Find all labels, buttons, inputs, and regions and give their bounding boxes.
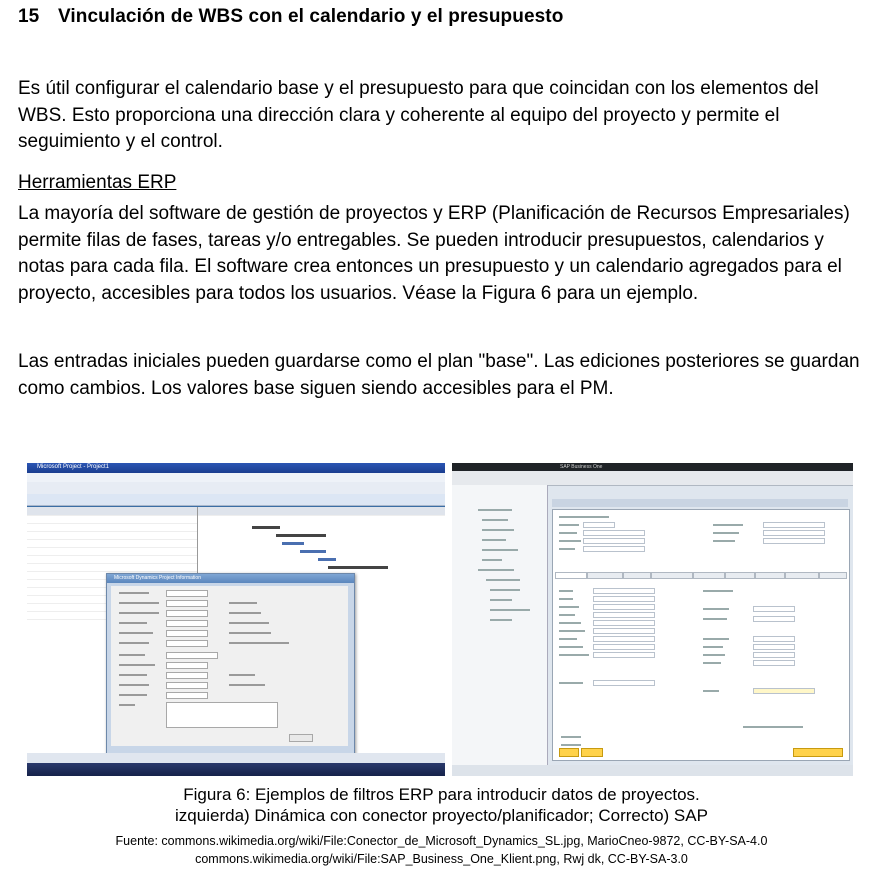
figure-caption-line-1: Figura 6: Ejemplos de filtros ERP para introducir datos de proyectos.	[183, 785, 700, 804]
sap-toolbar	[452, 471, 853, 486]
ms-project-dialog-title: Microsoft Dynamics Project Information	[114, 575, 201, 581]
ms-project-screenshot	[27, 463, 445, 776]
ms-project-status-bar	[27, 753, 445, 763]
sap-window-title: SAP Business One	[560, 464, 603, 470]
figure-source-line-2: commons.wikimedia.org/wiki/File:SAP_Business_One_Klient.png, Rwj dk, CC-BY-SA-3.0	[195, 852, 688, 866]
baseline-paragraph: Las entradas iniciales pueden guardarse como el plan "base". Las ediciones posteriores se guardan como cambios. Los valores base siguen siendo accesibles para el PM.	[18, 351, 860, 399]
sap-business-partner-form	[552, 509, 850, 761]
ms-project-connector-toolbar	[27, 494, 445, 506]
figure-source-line-1: Fuente: commons.wikimedia.org/wiki/File:Conector_de_Microsoft_Dynamics_SL.jpg, MarioCneo-9872, CC-BY-SA-4.0	[115, 834, 768, 848]
ms-project-window-title: Microsoft Project - Project1	[37, 464, 110, 470]
sap-screenshot	[452, 463, 853, 776]
dialog-body	[111, 586, 348, 746]
section-title: Vinculación de WBS con el calendario y el presupuesto	[58, 6, 564, 27]
erp-tools-paragraph: La mayoría del software de gestión de proyectos y ERP (Planificación de Recursos Empresariales) permite filas de fases, tareas y/o entregables. Se pueden introducir presupuestos, calendarios y notas para cada fila. El software crea entonces un presupuesto y un calendario agregados para el proyecto, accesibles para todos los usuarios. Véase la Figura 6 para un ejemplo.	[18, 203, 850, 304]
sap-info-bar	[552, 499, 848, 507]
sap-status-bar	[452, 765, 853, 776]
figure-caption-line-2: izquierda) Dinámica con conector proyecto/planificador; Correcto) SAP	[175, 806, 708, 825]
ms-project-title-bar	[27, 463, 445, 473]
dynamics-project-info-dialog	[106, 573, 355, 755]
section-heading	[18, 6, 563, 28]
section-number: 15	[18, 6, 40, 27]
sap-navigation-sidebar	[452, 485, 548, 771]
intro-paragraph: Es útil configurar el calendario base y el presupuesto para que coincidan con los elementos del WBS. Esto proporciona una dirección clara y coherente al equipo del proyecto y permite el seguimiento y el control.	[18, 78, 819, 153]
sap-menu-bar	[452, 463, 853, 471]
windows-taskbar	[27, 763, 445, 776]
erp-tools-heading: Herramientas ERP	[18, 172, 177, 193]
